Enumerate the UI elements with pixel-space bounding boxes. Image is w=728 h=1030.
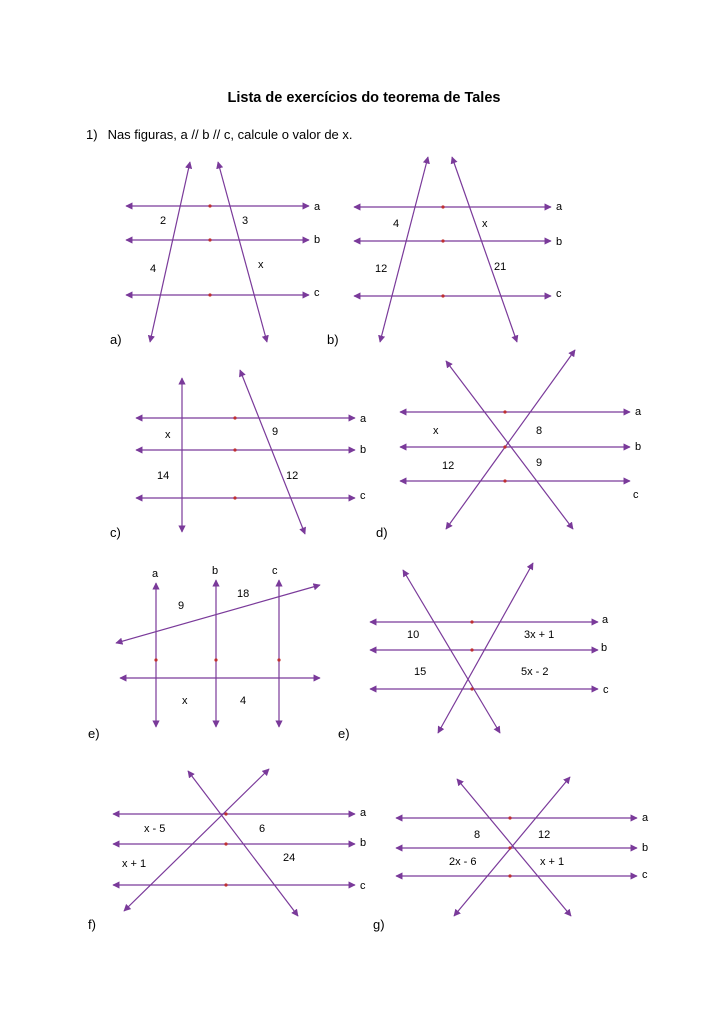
transversal-2 xyxy=(452,157,517,342)
segment-value: x + 1 xyxy=(540,856,565,868)
segment-value: 2x - 6 xyxy=(449,856,477,868)
line-label-b: b xyxy=(360,444,367,456)
transversal-2 xyxy=(240,370,305,534)
line-label-c: c xyxy=(556,288,562,300)
segment-value: 24 xyxy=(283,852,296,864)
line-label-c: c xyxy=(360,490,366,502)
line-label-c: c xyxy=(603,684,609,696)
line-label-b: b xyxy=(635,441,642,453)
intersection-dot xyxy=(508,874,511,877)
line-label-a: a xyxy=(635,406,642,418)
segment-value: 5x - 2 xyxy=(521,666,549,678)
figure-g-letter: g) xyxy=(373,917,385,932)
line-label-a: a xyxy=(360,413,367,425)
segment-value: 2 xyxy=(160,215,167,227)
figure-e1-letter: e) xyxy=(88,726,100,741)
intersection-dot xyxy=(233,448,236,451)
intersection-dot xyxy=(208,238,211,241)
figure-e2 xyxy=(370,563,609,733)
segment-value: 15 xyxy=(414,666,427,678)
figure-c xyxy=(136,370,367,534)
transversal-2 xyxy=(218,162,267,342)
segment-value: x xyxy=(165,429,171,441)
line-label-a: a xyxy=(152,568,159,580)
segment-value: 10 xyxy=(407,629,420,641)
segment-value: 3x + 1 xyxy=(524,629,555,641)
line-label-a: a xyxy=(360,807,367,819)
line-label-b: b xyxy=(556,236,563,248)
transversal-1 xyxy=(150,162,190,342)
intersection-dot xyxy=(508,816,511,819)
intersection-dot xyxy=(208,293,211,296)
figure-e2-letter: e) xyxy=(338,726,350,741)
segment-value: 12 xyxy=(286,470,299,482)
intersection-dot xyxy=(508,846,511,849)
intersection-dot xyxy=(441,205,444,208)
segment-value: 8 xyxy=(536,425,543,437)
line-label-b: b xyxy=(601,642,608,654)
segment-value: 21 xyxy=(494,261,507,273)
intersection-dot xyxy=(154,658,157,661)
line-label-b: b xyxy=(212,565,219,577)
line-label-c: c xyxy=(272,565,278,577)
segment-value: 8 xyxy=(474,829,481,841)
line-label-b: b xyxy=(360,837,367,849)
figure-d xyxy=(400,350,642,529)
intersection-dot xyxy=(441,239,444,242)
segment-value: 9 xyxy=(272,426,279,438)
figure-b xyxy=(354,157,563,342)
segment-value: x xyxy=(258,259,264,271)
segment-value: 9 xyxy=(536,457,543,469)
intersection-dot xyxy=(224,812,227,815)
figure-d-letter: d) xyxy=(376,525,388,540)
figure-g xyxy=(396,777,649,916)
intersection-dot xyxy=(470,687,473,690)
segment-value: 4 xyxy=(150,263,157,275)
question-text: Nas figuras, a // b // c, calcule o valor de x. xyxy=(107,127,353,142)
figure-c-letter: c) xyxy=(110,525,121,540)
transversal-2 xyxy=(124,769,269,911)
page-title: Lista de exercícios do teorema de Tales xyxy=(227,90,501,106)
intersection-dot xyxy=(503,445,506,448)
line-label-a: a xyxy=(602,614,609,626)
figure-f xyxy=(113,769,367,916)
segment-value: x + 1 xyxy=(122,858,147,870)
line-label-a: a xyxy=(556,201,563,213)
segment-value: 12 xyxy=(538,829,551,841)
intersection-dot xyxy=(208,204,211,207)
transversal-2 xyxy=(454,777,570,916)
intersection-dot xyxy=(441,294,444,297)
segment-value: 6 xyxy=(259,823,266,835)
line-label-c: c xyxy=(642,869,648,881)
intersection-dot xyxy=(277,658,280,661)
transversal-1 xyxy=(446,361,573,529)
segment-value: x xyxy=(433,425,439,437)
intersection-dot xyxy=(214,658,217,661)
segment-value: 12 xyxy=(375,263,388,275)
figure-e1 xyxy=(116,565,320,727)
segment-value: 9 xyxy=(178,600,185,612)
transversal-1 xyxy=(380,157,428,342)
figure-f-letter: f) xyxy=(88,917,96,932)
transversal-1 xyxy=(116,585,320,643)
line-label-c: c xyxy=(314,287,320,299)
line-label-b: b xyxy=(314,234,321,246)
intersection-dot xyxy=(503,410,506,413)
segment-value: 3 xyxy=(242,215,249,227)
segment-value: 4 xyxy=(393,218,400,230)
intersection-dot xyxy=(233,416,236,419)
intersection-dot xyxy=(224,883,227,886)
transversal-2 xyxy=(446,350,575,529)
segment-value: x xyxy=(182,695,188,707)
intersection-dot xyxy=(224,842,227,845)
line-label-c: c xyxy=(360,880,366,892)
line-label-c: c xyxy=(633,489,639,501)
segment-value: 18 xyxy=(237,588,250,600)
figure-a xyxy=(126,162,321,342)
line-label-a: a xyxy=(642,812,649,824)
intersection-dot xyxy=(470,620,473,623)
intersection-dot xyxy=(233,496,236,499)
segment-value: 14 xyxy=(157,470,170,482)
figure-b-letter: b) xyxy=(327,332,339,347)
segment-value: 12 xyxy=(442,460,455,472)
segment-value: 4 xyxy=(240,695,247,707)
line-label-b: b xyxy=(642,842,649,854)
segment-value: x xyxy=(482,218,488,230)
line-label-a: a xyxy=(314,201,321,213)
figure-a-letter: a) xyxy=(110,332,122,347)
segment-value: x - 5 xyxy=(144,823,166,835)
intersection-dot xyxy=(503,479,506,482)
intersection-dot xyxy=(470,648,473,651)
question-number: 1) xyxy=(86,127,98,142)
